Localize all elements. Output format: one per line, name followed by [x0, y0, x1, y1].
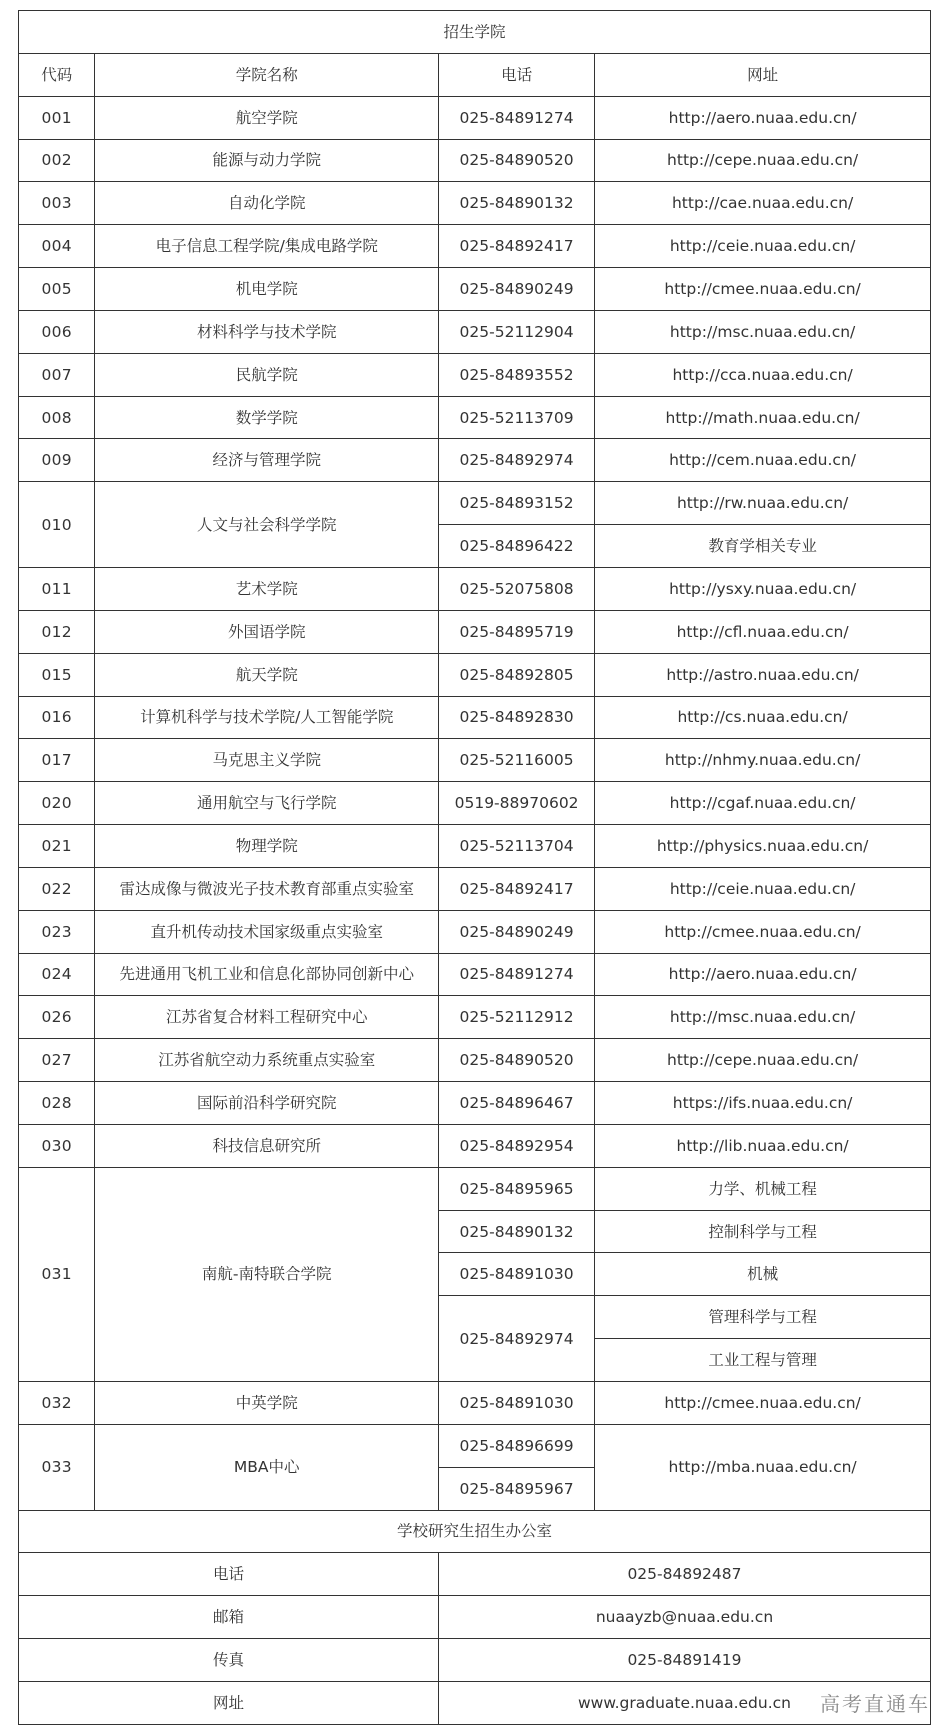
- header-code: 代码: [19, 53, 95, 96]
- college-name: 通用航空与飞行学院: [95, 782, 439, 825]
- table-row: [19, 867, 931, 910]
- office-fax-label: 传真: [19, 1639, 439, 1682]
- table-row: [19, 139, 931, 182]
- college-phone: 025-84890132: [438, 182, 594, 225]
- college-phone: 025-84892417: [438, 225, 594, 268]
- college-phone: 0519-88970602: [438, 782, 594, 825]
- college-phone: 025-84892974: [438, 1296, 594, 1382]
- college-name: 江苏省复合材料工程研究中心: [95, 996, 439, 1039]
- college-name: 民航学院: [95, 353, 439, 396]
- college-code: 026: [19, 996, 95, 1039]
- table-row: [19, 910, 931, 953]
- college-name: 雷达成像与微波光子技术教育部重点实验室: [95, 867, 439, 910]
- college-name: 科技信息研究所: [95, 1124, 439, 1167]
- college-name: 计算机科学与技术学院/人工智能学院: [95, 696, 439, 739]
- college-code: 003: [19, 182, 95, 225]
- college-name: 航空学院: [95, 96, 439, 139]
- table-row: [19, 825, 931, 868]
- college-code: 031: [19, 1167, 95, 1381]
- college-code: 027: [19, 1039, 95, 1082]
- college-name: 物理学院: [95, 825, 439, 868]
- college-name: 人文与社会科学学院: [95, 482, 439, 568]
- table-row: [19, 439, 931, 482]
- program-note: 力学、机械工程: [595, 1167, 931, 1210]
- college-url[interactable]: http://cfl.nuaa.edu.cn/: [595, 610, 931, 653]
- college-phone: 025-84895719: [438, 610, 594, 653]
- college-code: 010: [19, 482, 95, 568]
- college-url[interactable]: http://cepe.nuaa.edu.cn/: [595, 139, 931, 182]
- college-code: 033: [19, 1424, 95, 1510]
- college-url[interactable]: http://cmee.nuaa.edu.cn/: [595, 1382, 931, 1425]
- college-url[interactable]: http://ysxy.nuaa.edu.cn/: [595, 567, 931, 610]
- table-row: [19, 396, 931, 439]
- college-name: 国际前沿科学研究院: [95, 1082, 439, 1125]
- office-web[interactable]: www.graduate.nuaa.edu.cn: [438, 1681, 930, 1724]
- college-name: 机电学院: [95, 268, 439, 311]
- office-phone: 025-84892487: [438, 1553, 930, 1596]
- table-row: [19, 225, 931, 268]
- college-name: 电子信息工程学院/集成电路学院: [95, 225, 439, 268]
- college-code: 005: [19, 268, 95, 311]
- college-phone: 025-84892974: [438, 439, 594, 482]
- college-phone: 025-84895965: [438, 1167, 594, 1210]
- college-name: 南航-南特联合学院: [95, 1167, 439, 1381]
- college-name: 外国语学院: [95, 610, 439, 653]
- table-row: [19, 310, 931, 353]
- college-code: 009: [19, 439, 95, 482]
- college-code: 023: [19, 910, 95, 953]
- college-phone: 025-84896422: [438, 525, 594, 568]
- table-row: [19, 482, 931, 525]
- table-row: [19, 1039, 931, 1082]
- college-code: 032: [19, 1382, 95, 1425]
- table-row: [19, 696, 931, 739]
- college-code: 011: [19, 567, 95, 610]
- college-url[interactable]: http://cmee.nuaa.edu.cn/: [595, 910, 931, 953]
- college-code: 012: [19, 610, 95, 653]
- table-row: [19, 1082, 931, 1125]
- college-url[interactable]: http://mba.nuaa.edu.cn/: [595, 1424, 931, 1510]
- program-note: 控制科学与工程: [595, 1210, 931, 1253]
- college-phone: 025-84890249: [438, 910, 594, 953]
- program-note: 机械: [595, 1253, 931, 1296]
- table-row: [19, 996, 931, 1039]
- college-phone: 025-84891030: [438, 1382, 594, 1425]
- table-row: [19, 182, 931, 225]
- college-name: 江苏省航空动力系统重点实验室: [95, 1039, 439, 1082]
- college-code: 030: [19, 1124, 95, 1167]
- table-row: [19, 1424, 931, 1467]
- college-code: 008: [19, 396, 95, 439]
- college-url[interactable]: http://msc.nuaa.edu.cn/: [595, 310, 931, 353]
- college-url[interactable]: http://msc.nuaa.edu.cn/: [595, 996, 931, 1039]
- college-phone: 025-84890520: [438, 1039, 594, 1082]
- section-title: 招生学院: [19, 11, 931, 54]
- header-name: 学院名称: [95, 53, 439, 96]
- college-phone: 025-52075808: [438, 567, 594, 610]
- college-url[interactable]: http://ceie.nuaa.edu.cn/: [595, 867, 931, 910]
- college-name: 艺术学院: [95, 567, 439, 610]
- table-row: [19, 782, 931, 825]
- college-name: 自动化学院: [95, 182, 439, 225]
- office-title: 学校研究生招生办公室: [19, 1510, 931, 1553]
- college-phone: 025-84892830: [438, 696, 594, 739]
- college-phone: 025-84891274: [438, 96, 594, 139]
- college-phone: 025-84891030: [438, 1253, 594, 1296]
- table-row: [19, 353, 931, 396]
- college-phone: 025-52113709: [438, 396, 594, 439]
- program-note: 管理科学与工程: [595, 1296, 931, 1339]
- college-code: 004: [19, 225, 95, 268]
- college-name: 马克思主义学院: [95, 739, 439, 782]
- header-url: 网址: [595, 53, 931, 96]
- college-phone: 025-84890520: [438, 139, 594, 182]
- table-row: [19, 953, 931, 996]
- college-name: MBA中心: [95, 1424, 439, 1510]
- office-web-label: 网址: [19, 1681, 439, 1724]
- college-url[interactable]: http://cepe.nuaa.edu.cn/: [595, 1039, 931, 1082]
- office-row: [19, 1553, 931, 1596]
- table-row: [19, 1382, 931, 1425]
- college-url[interactable]: http://physics.nuaa.edu.cn/: [595, 825, 931, 868]
- college-url[interactable]: http://aero.nuaa.edu.cn/: [595, 96, 931, 139]
- college-url[interactable]: http://cs.nuaa.edu.cn/: [595, 696, 931, 739]
- college-url[interactable]: http://aero.nuaa.edu.cn/: [595, 953, 931, 996]
- college-phone: 025-84896699: [438, 1424, 594, 1467]
- college-phone: 025-52112904: [438, 310, 594, 353]
- table-row: [19, 96, 931, 139]
- office-phone-label: 电话: [19, 1553, 439, 1596]
- college-phone: 025-84892417: [438, 867, 594, 910]
- watermark: 高考直通车: [820, 1692, 930, 1716]
- college-name: 先进通用飞机工业和信息化部协同创新中心: [95, 953, 439, 996]
- college-phone: 025-84892805: [438, 653, 594, 696]
- college-code: 006: [19, 310, 95, 353]
- college-url[interactable]: http://math.nuaa.edu.cn/: [595, 396, 931, 439]
- college-url[interactable]: https://ifs.nuaa.edu.cn/: [595, 1082, 931, 1125]
- table-row: [19, 268, 931, 311]
- office-email-label: 邮箱: [19, 1596, 439, 1639]
- college-name: 能源与动力学院: [95, 139, 439, 182]
- college-code: 007: [19, 353, 95, 396]
- college-code: 028: [19, 1082, 95, 1125]
- college-code: 021: [19, 825, 95, 868]
- table-row: [19, 653, 931, 696]
- header-row: [19, 53, 931, 96]
- college-name: 数学学院: [95, 396, 439, 439]
- office-email[interactable]: nuaayzb@nuaa.edu.cn: [438, 1596, 930, 1639]
- college-name: 中英学院: [95, 1382, 439, 1425]
- college-phone: 025-84893552: [438, 353, 594, 396]
- office-row: [19, 1596, 931, 1639]
- college-code: 020: [19, 782, 95, 825]
- college-code: 015: [19, 653, 95, 696]
- header-phone: 电话: [438, 53, 594, 96]
- college-url[interactable]: http://cae.nuaa.edu.cn/: [595, 182, 931, 225]
- college-url[interactable]: http://rw.nuaa.edu.cn/: [595, 482, 931, 525]
- college-phone: 025-84890249: [438, 268, 594, 311]
- college-url[interactable]: http://lib.nuaa.edu.cn/: [595, 1124, 931, 1167]
- table-row: [19, 610, 931, 653]
- program-note: 工业工程与管理: [595, 1339, 931, 1382]
- table-row: [19, 1124, 931, 1167]
- college-code: 017: [19, 739, 95, 782]
- college-url[interactable]: http://cca.nuaa.edu.cn/: [595, 353, 931, 396]
- office-title-row: [19, 1510, 931, 1553]
- table-title-row: [19, 11, 931, 54]
- college-phone: 025-52113704: [438, 825, 594, 868]
- college-phone: 025-84891274: [438, 953, 594, 996]
- table-row: [19, 1167, 931, 1210]
- college-url[interactable]: http://cgaf.nuaa.edu.cn/: [595, 782, 931, 825]
- college-phone: 025-84892954: [438, 1124, 594, 1167]
- college-code: 016: [19, 696, 95, 739]
- table-row: [19, 567, 931, 610]
- college-url[interactable]: http://astro.nuaa.edu.cn/: [595, 653, 931, 696]
- office-row: [19, 1681, 931, 1724]
- college-name: 直升机传动技术国家级重点实验室: [95, 910, 439, 953]
- office-fax: 025-84891419: [438, 1639, 930, 1682]
- program-note: 教育学相关专业: [595, 525, 931, 568]
- college-phone: 025-52116005: [438, 739, 594, 782]
- college-name: 经济与管理学院: [95, 439, 439, 482]
- college-code: 002: [19, 139, 95, 182]
- college-phone: 025-84890132: [438, 1210, 594, 1253]
- college-url[interactable]: http://ceie.nuaa.edu.cn/: [595, 225, 931, 268]
- college-url[interactable]: http://cem.nuaa.edu.cn/: [595, 439, 931, 482]
- college-url[interactable]: http://cmee.nuaa.edu.cn/: [595, 268, 931, 311]
- admission-table: [18, 10, 931, 1725]
- college-code: 001: [19, 96, 95, 139]
- college-url[interactable]: http://nhmy.nuaa.edu.cn/: [595, 739, 931, 782]
- office-row: [19, 1639, 931, 1682]
- college-code: 024: [19, 953, 95, 996]
- college-phone: 025-84893152: [438, 482, 594, 525]
- college-phone: 025-84896467: [438, 1082, 594, 1125]
- college-code: 022: [19, 867, 95, 910]
- college-name: 航天学院: [95, 653, 439, 696]
- college-phone: 025-52112912: [438, 996, 594, 1039]
- college-name: 材料科学与技术学院: [95, 310, 439, 353]
- table-row: [19, 739, 931, 782]
- college-phone: 025-84895967: [438, 1467, 594, 1510]
